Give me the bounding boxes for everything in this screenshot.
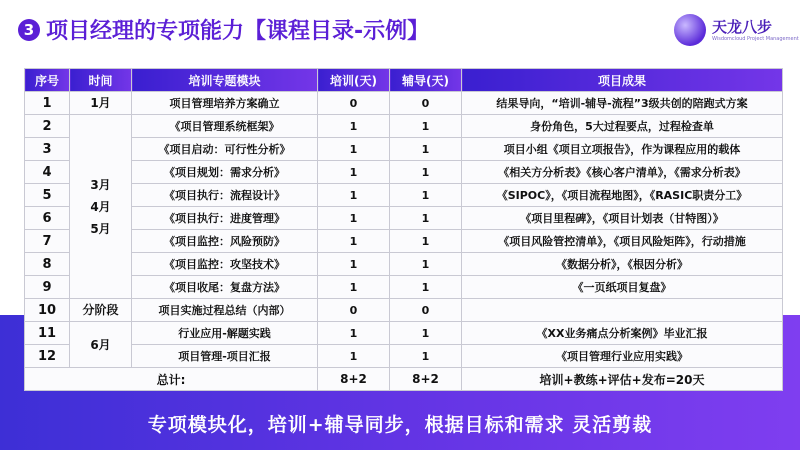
table-row xyxy=(25,230,783,253)
number-badge: 3 xyxy=(18,19,40,41)
module-cell: 《项目执行：流程设计》 xyxy=(132,184,318,207)
train-days-cell: 1 xyxy=(318,253,390,276)
table-row xyxy=(25,276,783,299)
row-index: 10 xyxy=(25,299,70,322)
row-index: 2 xyxy=(25,115,70,138)
coach-days-cell: 1 xyxy=(390,161,462,184)
result-cell: 项目小组《项目立项报告》，作为课程应用的载体 xyxy=(462,138,783,161)
result-cell: 《项目管理行业应用实践》 xyxy=(462,345,783,368)
coach-days-cell: 1 xyxy=(390,138,462,161)
page-title-text: 项目经理的专项能力【课程目录-示例】 xyxy=(46,19,430,44)
train-days-cell: 1 xyxy=(318,345,390,368)
row-index: 6 xyxy=(25,207,70,230)
coach-days-cell: 1 xyxy=(390,230,462,253)
row-index: 3 xyxy=(25,138,70,161)
table-row xyxy=(25,253,783,276)
dragon-logo-icon xyxy=(674,14,706,46)
header-result: 项目成果 xyxy=(462,69,783,92)
row-index: 1 xyxy=(25,92,70,115)
row-index: 9 xyxy=(25,276,70,299)
coach-days-cell: 1 xyxy=(390,207,462,230)
result-cell: 《SIPOC》，《项目流程地图》，《RASIC职责分工》 xyxy=(462,184,783,207)
table-row xyxy=(25,161,783,184)
total-row xyxy=(25,368,783,391)
coach-days-cell: 0 xyxy=(390,92,462,115)
module-cell: 项目实施过程总结（内部） xyxy=(132,299,318,322)
logo xyxy=(672,12,799,52)
coach-days-cell: 0 xyxy=(390,299,462,322)
module-cell: 《项目执行：进度管理》 xyxy=(132,207,318,230)
result-cell: 《相关方分析表》《核心客户清单》，《需求分析表》 xyxy=(462,161,783,184)
result-cell: 结果导向，“培训-辅导-流程”3级共创的陪跑式方案 xyxy=(462,92,783,115)
module-cell: 《项目启动：可行性分析》 xyxy=(132,138,318,161)
module-cell: 项目管理-项目汇报 xyxy=(132,345,318,368)
result-cell: 《一页纸项目复盘》 xyxy=(462,276,783,299)
logo-name: 天龙八步 xyxy=(712,18,773,36)
row-index: 7 xyxy=(25,230,70,253)
header-coach-days: 辅导(天) xyxy=(390,69,462,92)
result-cell: 《XX业务痛点分析案例》毕业汇报 xyxy=(462,322,783,345)
table-row xyxy=(25,299,783,322)
train-days-cell: 1 xyxy=(318,322,390,345)
header-index: 序号 xyxy=(25,69,70,92)
total-coach-days: 8+2 xyxy=(390,368,462,391)
time-cell: 1月 xyxy=(70,92,132,115)
slogan: 专项模块化，培训+辅导同步，根据目标和需求 灵活剪裁 xyxy=(147,414,653,436)
train-days-cell: 1 xyxy=(318,184,390,207)
row-index: 8 xyxy=(25,253,70,276)
time-line: 3月 xyxy=(90,177,111,192)
train-days-cell: 1 xyxy=(318,207,390,230)
table-row xyxy=(25,322,783,345)
time-cell-merged: 6月 xyxy=(70,322,132,368)
result-cell: 《项目风险管控清单》，《项目风险矩阵》，行动措施 xyxy=(462,230,783,253)
course-catalog-table xyxy=(24,68,783,391)
result-cell: 《数据分析》，《根因分析》 xyxy=(462,253,783,276)
train-days-cell: 1 xyxy=(318,138,390,161)
time-cell: 分阶段 xyxy=(70,299,132,322)
train-days-cell: 1 xyxy=(318,161,390,184)
table-row xyxy=(25,115,783,138)
coach-days-cell: 1 xyxy=(390,115,462,138)
logo-tagline: Wisdomcloud Project Management xyxy=(712,36,799,42)
row-index: 5 xyxy=(25,184,70,207)
coach-days-cell: 1 xyxy=(390,184,462,207)
time-line: 4月 xyxy=(90,199,111,214)
coach-days-cell: 1 xyxy=(390,276,462,299)
total-train-days: 8+2 xyxy=(318,368,390,391)
coach-days-cell: 1 xyxy=(390,322,462,345)
module-cell: 《项目收尾：复盘方法》 xyxy=(132,276,318,299)
train-days-cell: 0 xyxy=(318,92,390,115)
page-title xyxy=(18,14,429,45)
time-cell-merged xyxy=(70,115,132,299)
table-row xyxy=(25,207,783,230)
train-days-cell: 1 xyxy=(318,276,390,299)
module-cell: 《项目规划：需求分析》 xyxy=(132,161,318,184)
result-cell xyxy=(462,299,783,322)
train-days-cell: 0 xyxy=(318,299,390,322)
total-result: 培训+教练+评估+发布=20天 xyxy=(462,368,783,391)
result-cell: 《项目里程碑》，《项目计划表（甘特图）》 xyxy=(462,207,783,230)
row-index: 12 xyxy=(25,345,70,368)
train-days-cell: 1 xyxy=(318,230,390,253)
header-train-days: 培训(天) xyxy=(318,69,390,92)
module-cell: 行业应用-解题实践 xyxy=(132,322,318,345)
header-module: 培训专题模块 xyxy=(132,69,318,92)
module-cell: 《项目管理系统框架》 xyxy=(132,115,318,138)
row-index: 4 xyxy=(25,161,70,184)
train-days-cell: 1 xyxy=(318,115,390,138)
module-cell: 项目管理培养方案确立 xyxy=(132,92,318,115)
total-label: 总计: xyxy=(25,368,318,391)
table-header-row xyxy=(25,69,783,92)
table-row xyxy=(25,92,783,115)
coach-days-cell: 1 xyxy=(390,345,462,368)
header-time: 时间 xyxy=(70,69,132,92)
table-row xyxy=(25,184,783,207)
row-index: 11 xyxy=(25,322,70,345)
table-row xyxy=(25,138,783,161)
module-cell: 《项目监控：风险预防》 xyxy=(132,230,318,253)
result-cell: 身份角色，5大过程要点，过程检查单 xyxy=(462,115,783,138)
module-cell: 《项目监控：攻坚技术》 xyxy=(132,253,318,276)
time-line: 5月 xyxy=(90,221,111,236)
coach-days-cell: 1 xyxy=(390,253,462,276)
table-row xyxy=(25,345,783,368)
